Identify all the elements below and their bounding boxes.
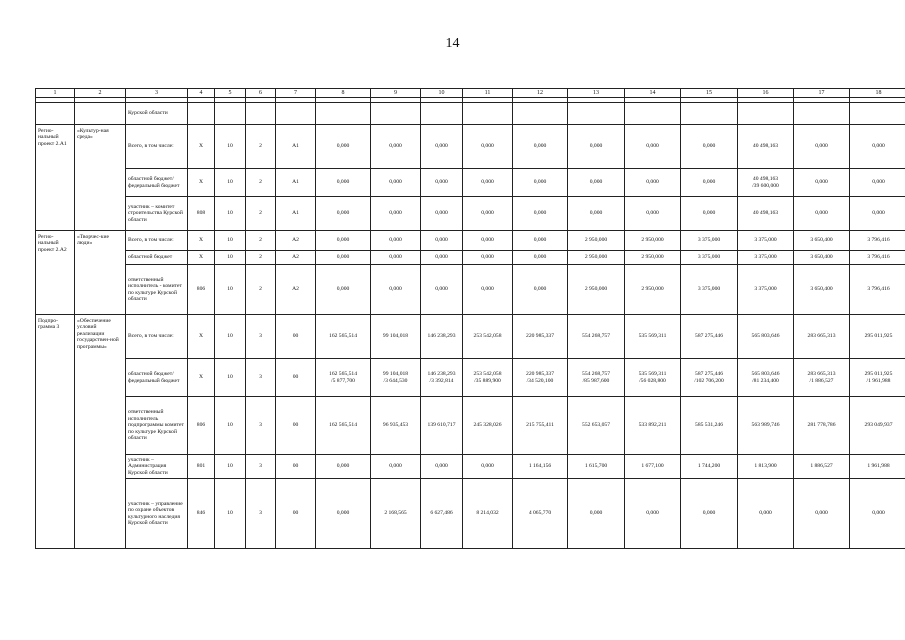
amount-cell: 0,000 [316,265,371,315]
column-number: 2 [75,89,126,98]
amount-cell: 215 755,411 [513,397,568,455]
budget-code: X [188,169,215,197]
amount-cell: 0,000 [316,251,371,265]
amount-cell: 1 164,156 [513,455,568,479]
subsection-code: 3 [246,359,276,397]
column-number: 15 [681,89,738,98]
amount-cell: 99 104,018 /3 644,530 [371,359,421,397]
budget-code: X [188,251,215,265]
target-code: 00 [276,315,316,359]
amount-cell: 3 650,400 [794,231,850,251]
continuation-text: Курской области [126,103,188,125]
row-description: Всего, в том числе: [126,231,188,251]
amount-cell: 146 238,293 [421,315,463,359]
program-title: «Культур-ная среда» [75,125,126,231]
budget-code: X [188,315,215,359]
table-row [36,231,905,251]
table-row [36,265,905,315]
amount-cell: 0,000 [371,231,421,251]
amount-cell: 3 375,000 [738,231,794,251]
budget-code: X [188,125,215,169]
amount-cell: 162 565,514 [316,315,371,359]
amount-cell: 0,000 [463,251,513,265]
amount-cell: 2 950,000 [568,251,625,265]
amount-cell: 0,000 [794,125,850,169]
column-number: 14 [625,89,681,98]
amount-cell: 253 542,058 /35 889,900 [463,359,513,397]
row-description: участник – управление по охране объектов культурного наследия Курской области [126,479,188,549]
section-code: 10 [215,169,246,197]
amount-cell: 1 744,200 [681,455,738,479]
table-row [36,169,905,197]
target-code: 00 [276,359,316,397]
amount-cell: 0,000 [421,231,463,251]
column-number: 12 [513,89,568,98]
budget-code: X [188,231,215,251]
target-code: 00 [276,479,316,549]
subsection-code: 2 [246,265,276,315]
subsection-code: 3 [246,397,276,455]
amount-cell: 0,000 [568,125,625,169]
amount-cell: 0,000 [625,479,681,549]
section-code: 10 [215,197,246,231]
amount-cell: 3 375,000 [681,265,738,315]
amount-cell: 40 498,163 /39 600,000 [738,169,794,197]
column-number: 5 [215,89,246,98]
amount-cell: 0,000 [316,479,371,549]
amount-cell: 0,000 [794,197,850,231]
amount-cell: 0,000 [513,125,568,169]
table-body [36,98,905,549]
column-number: 10 [421,89,463,98]
amount-cell: 0,000 [681,125,738,169]
amount-cell: 585 531,246 [681,397,738,455]
budget-code: 806 [188,397,215,455]
table-row [36,479,905,549]
amount-cell: 0,000 [463,197,513,231]
amount-cell: 1 886,527 [794,455,850,479]
target-code: А2 [276,265,316,315]
budget-code: 801 [188,455,215,479]
amount-cell: 0,000 [316,125,371,169]
amount-cell: 40 498,163 [738,197,794,231]
amount-cell: 295 011,925 /1 961,988 [850,359,905,397]
amount-cell: 0,000 [568,169,625,197]
amount-cell: 99 104,018 [371,315,421,359]
amount-cell: 3 375,000 [681,251,738,265]
program-name: Регио-нальный проект 2.А1 [36,125,75,231]
amount-cell: 0,000 [371,197,421,231]
amount-cell: 3 796,416 [850,231,905,251]
amount-cell: 2 950,000 [625,265,681,315]
subsection-code: 3 [246,455,276,479]
table-row [36,397,905,455]
column-number: 6 [246,89,276,98]
row-description: областной бюджет/ федеральный бюджет [126,169,188,197]
amount-cell: 0,000 [850,479,905,549]
amount-cell: 2 950,000 [625,251,681,265]
budget-table [35,88,905,549]
section-code: 10 [215,125,246,169]
amount-cell: 281 778,786 [794,397,850,455]
amount-cell: 3 650,400 [794,251,850,265]
amount-cell: 0,000 [463,265,513,315]
subsection-code: 2 [246,251,276,265]
amount-cell: 535 569,311 /56 028,800 [625,359,681,397]
section-code: 10 [215,265,246,315]
amount-cell: 40 498,163 [738,125,794,169]
column-number: 13 [568,89,625,98]
program-name: Регио-нальный проект 2.А2 [36,231,75,315]
amount-cell: 0,000 [371,455,421,479]
amount-cell: 8 214,032 [463,479,513,549]
amount-cell: 295 011,925 [850,315,905,359]
table-row [36,251,905,265]
section-code: 10 [215,359,246,397]
amount-cell: 283 665,313 [794,315,850,359]
column-number: 18 [850,89,905,98]
amount-cell: 0,000 [421,455,463,479]
column-number-row [36,89,905,98]
amount-cell: 2 950,000 [625,231,681,251]
amount-cell: 0,000 [463,231,513,251]
target-code: А2 [276,231,316,251]
amount-cell: 0,000 [513,265,568,315]
amount-cell: 0,000 [513,231,568,251]
amount-cell: 3 796,416 [850,251,905,265]
subsection-code: 2 [246,169,276,197]
row-description: областной бюджет [126,251,188,265]
continuation-row [36,103,905,125]
amount-cell: 565 803,646 /81 234,400 [738,359,794,397]
amount-cell: 220 985,337 /34 520,100 [513,359,568,397]
amount-cell: 535 569,311 [625,315,681,359]
amount-cell: 245 328,026 [463,397,513,455]
amount-cell: 1 813,900 [738,455,794,479]
amount-cell: 146 238,293 /3 392,814 [421,359,463,397]
amount-cell: 0,000 [681,479,738,549]
amount-cell: 293 049,937 [850,397,905,455]
amount-cell: 0,000 [371,169,421,197]
row-description: ответственный исполнитель подпрограммы комитет по культуре Курской области [126,397,188,455]
amount-cell: 2 168,565 [371,479,421,549]
column-number: 4 [188,89,215,98]
target-code: 00 [276,455,316,479]
table-row [36,359,905,397]
amount-cell: 0,000 [316,197,371,231]
amount-cell: 0,000 [513,169,568,197]
amount-cell: 1 677,100 [625,455,681,479]
column-number: 8 [316,89,371,98]
section-code: 10 [215,231,246,251]
program-title: «Обеспечение условий реализации государствен-ной программы» [75,315,126,549]
amount-cell: 554 268,757 [568,315,625,359]
amount-cell: 96 935,453 [371,397,421,455]
amount-cell: 0,000 [421,251,463,265]
table-row [36,315,905,359]
subsection-code: 2 [246,125,276,169]
amount-cell: 565 803,646 [738,315,794,359]
program-title: «Творчес-кие люди» [75,231,126,315]
row-description: ответственный исполнитель - комитет по культуре Курской области [126,265,188,315]
amount-cell: 563 989,746 [738,397,794,455]
amount-cell: 0,000 [463,455,513,479]
amount-cell: 162 565,514 /5 877,700 [316,359,371,397]
column-number: 17 [794,89,850,98]
amount-cell: 3 796,416 [850,265,905,315]
amount-cell: 283 665,313 /1 886,527 [794,359,850,397]
amount-cell: 0,000 [463,125,513,169]
section-code: 10 [215,455,246,479]
section-code: 10 [215,397,246,455]
subsection-code: 2 [246,197,276,231]
amount-cell: 0,000 [371,125,421,169]
amount-cell: 0,000 [371,251,421,265]
table-row [36,455,905,479]
amount-cell: 0,000 [681,197,738,231]
amount-cell: 0,000 [421,197,463,231]
amount-cell: 220 985,337 [513,315,568,359]
amount-cell: 552 653,057 [568,397,625,455]
budget-code: 846 [188,479,215,549]
amount-cell: 0,000 [316,455,371,479]
amount-cell: 3 375,000 [738,265,794,315]
amount-cell: 533 892,211 [625,397,681,455]
subsection-code: 3 [246,479,276,549]
subsection-code: 2 [246,231,276,251]
amount-cell: 0,000 [316,169,371,197]
amount-cell: 0,000 [850,197,905,231]
subsection-code: 3 [246,315,276,359]
amount-cell: 162 565,514 [316,397,371,455]
amount-cell: 587 275,446 [681,315,738,359]
column-number: 7 [276,89,316,98]
amount-cell: 0,000 [316,231,371,251]
amount-cell: 0,000 [625,169,681,197]
target-code: А2 [276,251,316,265]
amount-cell: 0,000 [625,197,681,231]
amount-cell: 0,000 [738,479,794,549]
row-description: Всего, в том числе: [126,125,188,169]
amount-cell: 3 375,000 [738,251,794,265]
amount-cell: 0,000 [513,251,568,265]
budget-code: 806 [188,265,215,315]
amount-cell: 0,000 [850,169,905,197]
amount-cell: 0,000 [421,265,463,315]
amount-cell: 0,000 [568,479,625,549]
target-code: А1 [276,125,316,169]
amount-cell: 587 275,446 /102 706,200 [681,359,738,397]
amount-cell: 0,000 [625,125,681,169]
row-description: Всего, в том числе: [126,315,188,359]
page-number: 14 [445,36,460,51]
column-number: 1 [36,89,75,98]
section-code: 10 [215,251,246,265]
amount-cell: 0,000 [568,197,625,231]
amount-cell: 554 268,757 /85 987,600 [568,359,625,397]
column-number: 9 [371,89,421,98]
amount-cell: 0,000 [794,169,850,197]
amount-cell: 0,000 [681,169,738,197]
target-code: 00 [276,397,316,455]
column-number: 3 [126,89,188,98]
section-code: 10 [215,479,246,549]
amount-cell: 253 542,058 [463,315,513,359]
target-code: А1 [276,169,316,197]
amount-cell: 6 627,486 [421,479,463,549]
amount-cell: 0,000 [421,125,463,169]
amount-cell: 1 615,700 [568,455,625,479]
target-code: А1 [276,197,316,231]
amount-cell: 1 961,988 [850,455,905,479]
amount-cell: 0,000 [513,197,568,231]
section-code: 10 [215,315,246,359]
amount-cell: 139 610,717 [421,397,463,455]
column-number: 16 [738,89,794,98]
amount-cell: 0,000 [371,265,421,315]
amount-cell: 3 375,000 [681,231,738,251]
amount-cell: 2 950,000 [568,231,625,251]
amount-cell: 4 065,770 [513,479,568,549]
program-name: Подпро-грамма 3 [36,315,75,549]
amount-cell: 0,000 [794,479,850,549]
row-description: областной бюджет/ федеральный бюджет [126,359,188,397]
row-description: участник – комитет строительства Курской области [126,197,188,231]
amount-cell: 0,000 [850,125,905,169]
budget-code: 808 [188,197,215,231]
table-row [36,125,905,169]
column-number: 11 [463,89,513,98]
budget-code: X [188,359,215,397]
table-row [36,197,905,231]
amount-cell: 3 650,400 [794,265,850,315]
amount-cell: 0,000 [463,169,513,197]
amount-cell: 2 950,000 [568,265,625,315]
row-description: участник – Администрация Курской области [126,455,188,479]
amount-cell: 0,000 [421,169,463,197]
